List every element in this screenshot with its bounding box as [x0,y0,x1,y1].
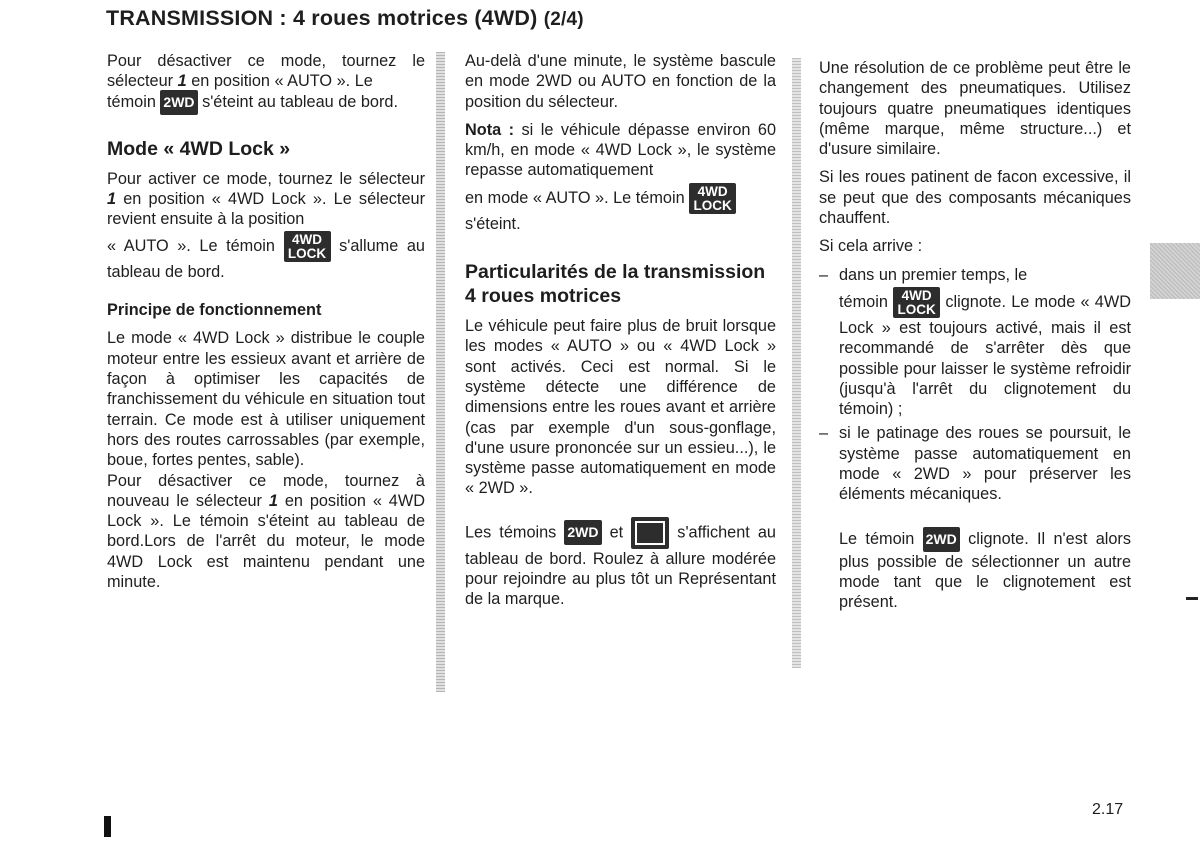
text: en mode « AUTO ». Le témoin [465,188,685,207]
drivetrain-warning-icon [631,517,669,549]
paragraph [107,169,425,230]
text: en position « AUTO ». Le [191,72,373,91]
badge-line: 4WD [901,287,932,303]
text: s'éteint au tableau de bord. [202,92,398,111]
2wd-indicator-icon: 2WD [564,520,601,545]
list-dash: – [819,265,829,284]
text: s'éteint. [465,214,521,233]
column-2 [465,51,776,610]
column-3 [819,51,1131,613]
badge-line: LOCK [287,246,327,262]
paragraph [107,231,425,282]
paragraph: Le mode « 4WD Lock » distribue le couple moteur entre les essieux avant et arrière de façon à optimiser les capacités de franchissement du véhicule en situation tout terrain. Ce mode est à utiliser uniquement hors des routes carrossables (par exemple, boue, fortes pentes, sable). [107,329,425,470]
selector-number: 1 [177,72,187,91]
text: s'affichent au tableau de bord. Roulez à allure modérée pour rejoindre au plus tôt un Représentant de la marque. [465,523,776,609]
paragraph [107,86,425,118]
column-separator-2 [792,58,801,668]
2wd-indicator-icon: 2WD [923,527,960,552]
4wd-lock-indicator-icon [284,231,331,262]
text: dans un premier temps, le [839,265,1028,284]
text: en position « 4WD Lock ». Le témoin s'éteint au tableau de bord.Lors de l'arrêt du moteur, le mode 4WD Lock est maintenu pendant une minute. [107,491,425,592]
paragraph [465,183,776,234]
note-paragraph [465,120,776,181]
list-item [819,423,1131,504]
list-dash: – [819,424,829,443]
2wd-indicator-icon: 2WD [160,90,197,115]
note-label: Nota : [465,120,515,139]
chapter-tab-marker [1150,243,1200,299]
paragraph: Le véhicule peut faire plus de bruit lorsque les modes « AUTO » ou « 4WD Lock » sont activés. Ceci est normal. Si le système détecte une différence de dimensions entre les roues avant et arrière (cas par exemple d'un sous-gonflage, d'une usure prononcée sur un essieu...), le système passe automatiquement en mode « 2WD ». [465,317,776,498]
paragraph [465,517,776,610]
subsection-heading: Principe de fonctionnement [107,301,322,320]
text: si le patinage des roues se poursuit, le système passe automatiquement en mode « 2WD » pour préserver les éléments mécaniques. [839,424,1131,504]
text: si le véhicule dépasse environ 60 km/h, en mode « 4WD Lock », le système repasse automatiquement [465,120,776,180]
paragraph: Si cela arrive : [819,237,923,256]
section-heading: Particularités de la transmission 4 roues motrices [465,261,766,308]
selector-number: 1 [268,491,278,510]
page-number: 2.17 [1092,801,1124,818]
paragraph: Si les roues patinent de facon excessive, il se peut que des composants mécaniques chauffent. [819,168,1131,228]
title-page-part: (2/4) [543,9,584,30]
selector-number: 1 [107,189,117,208]
text: clignote. Le mode « 4WD Lock » est toujours activé, mais il est recommandé de s'arrêter dès que possible pour laisser le système refroidir (jusqu'à l'arrêt du clignotement du témoin) ; [839,292,1131,419]
paragraph: Une résolution de ce problème peut être le changement des pneumatiques. Utilisez toujours quatre pneumatiques identiques (même marque, même structure...) et d'usure similaire. [819,59,1131,159]
paragraph [107,471,425,593]
column-1 [107,51,425,592]
text: témoin [107,92,156,111]
text: Pour désactiver ce mode, tournez à nouveau le sélecteur [107,471,425,510]
text: Pour désactiver ce mode, tournez le sélecteur [107,52,425,91]
section-heading: Mode « 4WD Lock » [107,137,291,160]
4wd-lock-indicator-icon [893,287,940,318]
badge-line: LOCK [897,301,936,317]
badge-line: LOCK [693,197,732,213]
text: témoin [839,292,888,311]
margin-mark [1186,597,1198,600]
page-title [106,6,584,31]
badge-line: 4WD [292,232,323,248]
paragraph [839,287,1131,419]
text: « AUTO ». Le témoin [107,237,275,256]
text: clignote. Il n'est alors plus possible de sélectionner un autre mode tant que le clignotement est présent. [839,529,1131,612]
paragraph: Au-delà d'une minute, le système bascule en mode 2WD ou AUTO en fonction de la position du sélecteur. [465,52,776,111]
4wd-lock-indicator-icon [689,183,736,214]
paragraph [819,527,1131,613]
badge-line: 4WD [697,183,728,199]
text: et [609,523,624,542]
margin-bar [104,816,111,837]
title-text: TRANSMISSION : 4 roues motrices (4WD) [106,6,538,30]
text: Le témoin [839,529,915,548]
list-item [819,265,1131,420]
column-separator-1 [436,52,445,692]
text: en position « 4WD Lock ». Le sélecteur revient ensuite à la position [107,189,425,229]
text: Les témoins [465,523,557,542]
text: s'allume au tableau de bord. [107,237,425,282]
text: Pour activer ce mode, tournez le sélecteur [107,169,425,188]
